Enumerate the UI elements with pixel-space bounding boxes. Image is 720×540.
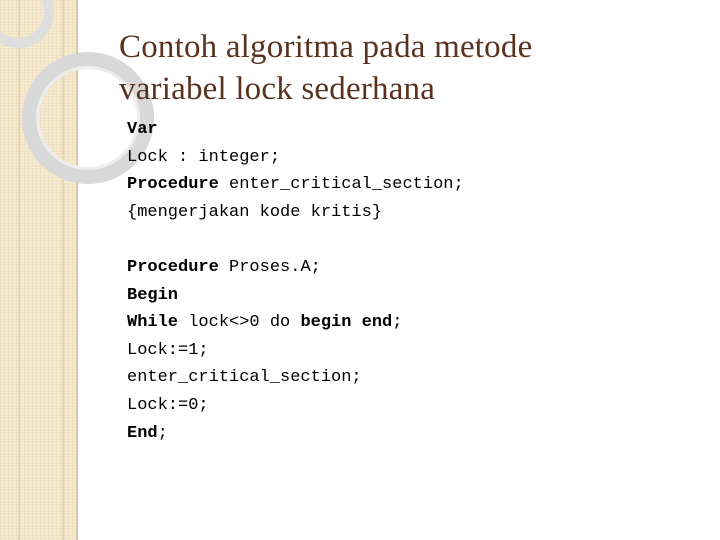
code-text: lock<>0 do xyxy=(178,313,301,333)
code-line xyxy=(127,337,687,365)
code-text: enter_critical_section; xyxy=(218,175,464,195)
code-keyword: Procedure xyxy=(127,257,219,277)
code-text: ; xyxy=(392,313,403,333)
code-line xyxy=(127,364,687,392)
code-line xyxy=(127,309,687,337)
code-line xyxy=(127,171,687,199)
code-line xyxy=(127,282,687,310)
code-line xyxy=(127,199,687,227)
code-keyword: Var xyxy=(127,120,158,139)
code-text: {mengerjakan kode kritis} xyxy=(127,202,383,222)
code-text: Proses.A; xyxy=(218,257,321,277)
code-text: ; xyxy=(157,423,168,443)
code-keyword: While xyxy=(127,313,179,333)
code-line-blank xyxy=(127,226,687,254)
code-keyword: begin end xyxy=(300,313,393,333)
code-text: enter_critical_section; xyxy=(127,368,362,388)
slide-title-line-1: Contoh algoritma pada metode xyxy=(119,29,533,65)
code-line xyxy=(127,420,687,448)
code-keyword: Begin xyxy=(127,285,179,305)
code-line xyxy=(127,392,687,420)
panel-stripe xyxy=(18,0,20,540)
code-block xyxy=(127,116,687,447)
code-line xyxy=(127,254,687,282)
code-text: Lock : integer; xyxy=(127,147,281,167)
code-keyword: Procedure xyxy=(127,175,219,195)
slide-title-line-2: variabel lock sederhana xyxy=(119,71,436,107)
code-line xyxy=(127,144,687,172)
code-line xyxy=(127,116,687,144)
code-text: Lock:=0; xyxy=(127,395,209,415)
code-text: Lock:=1; xyxy=(127,340,209,360)
slide-title xyxy=(119,26,699,110)
code-keyword: End xyxy=(127,423,158,443)
